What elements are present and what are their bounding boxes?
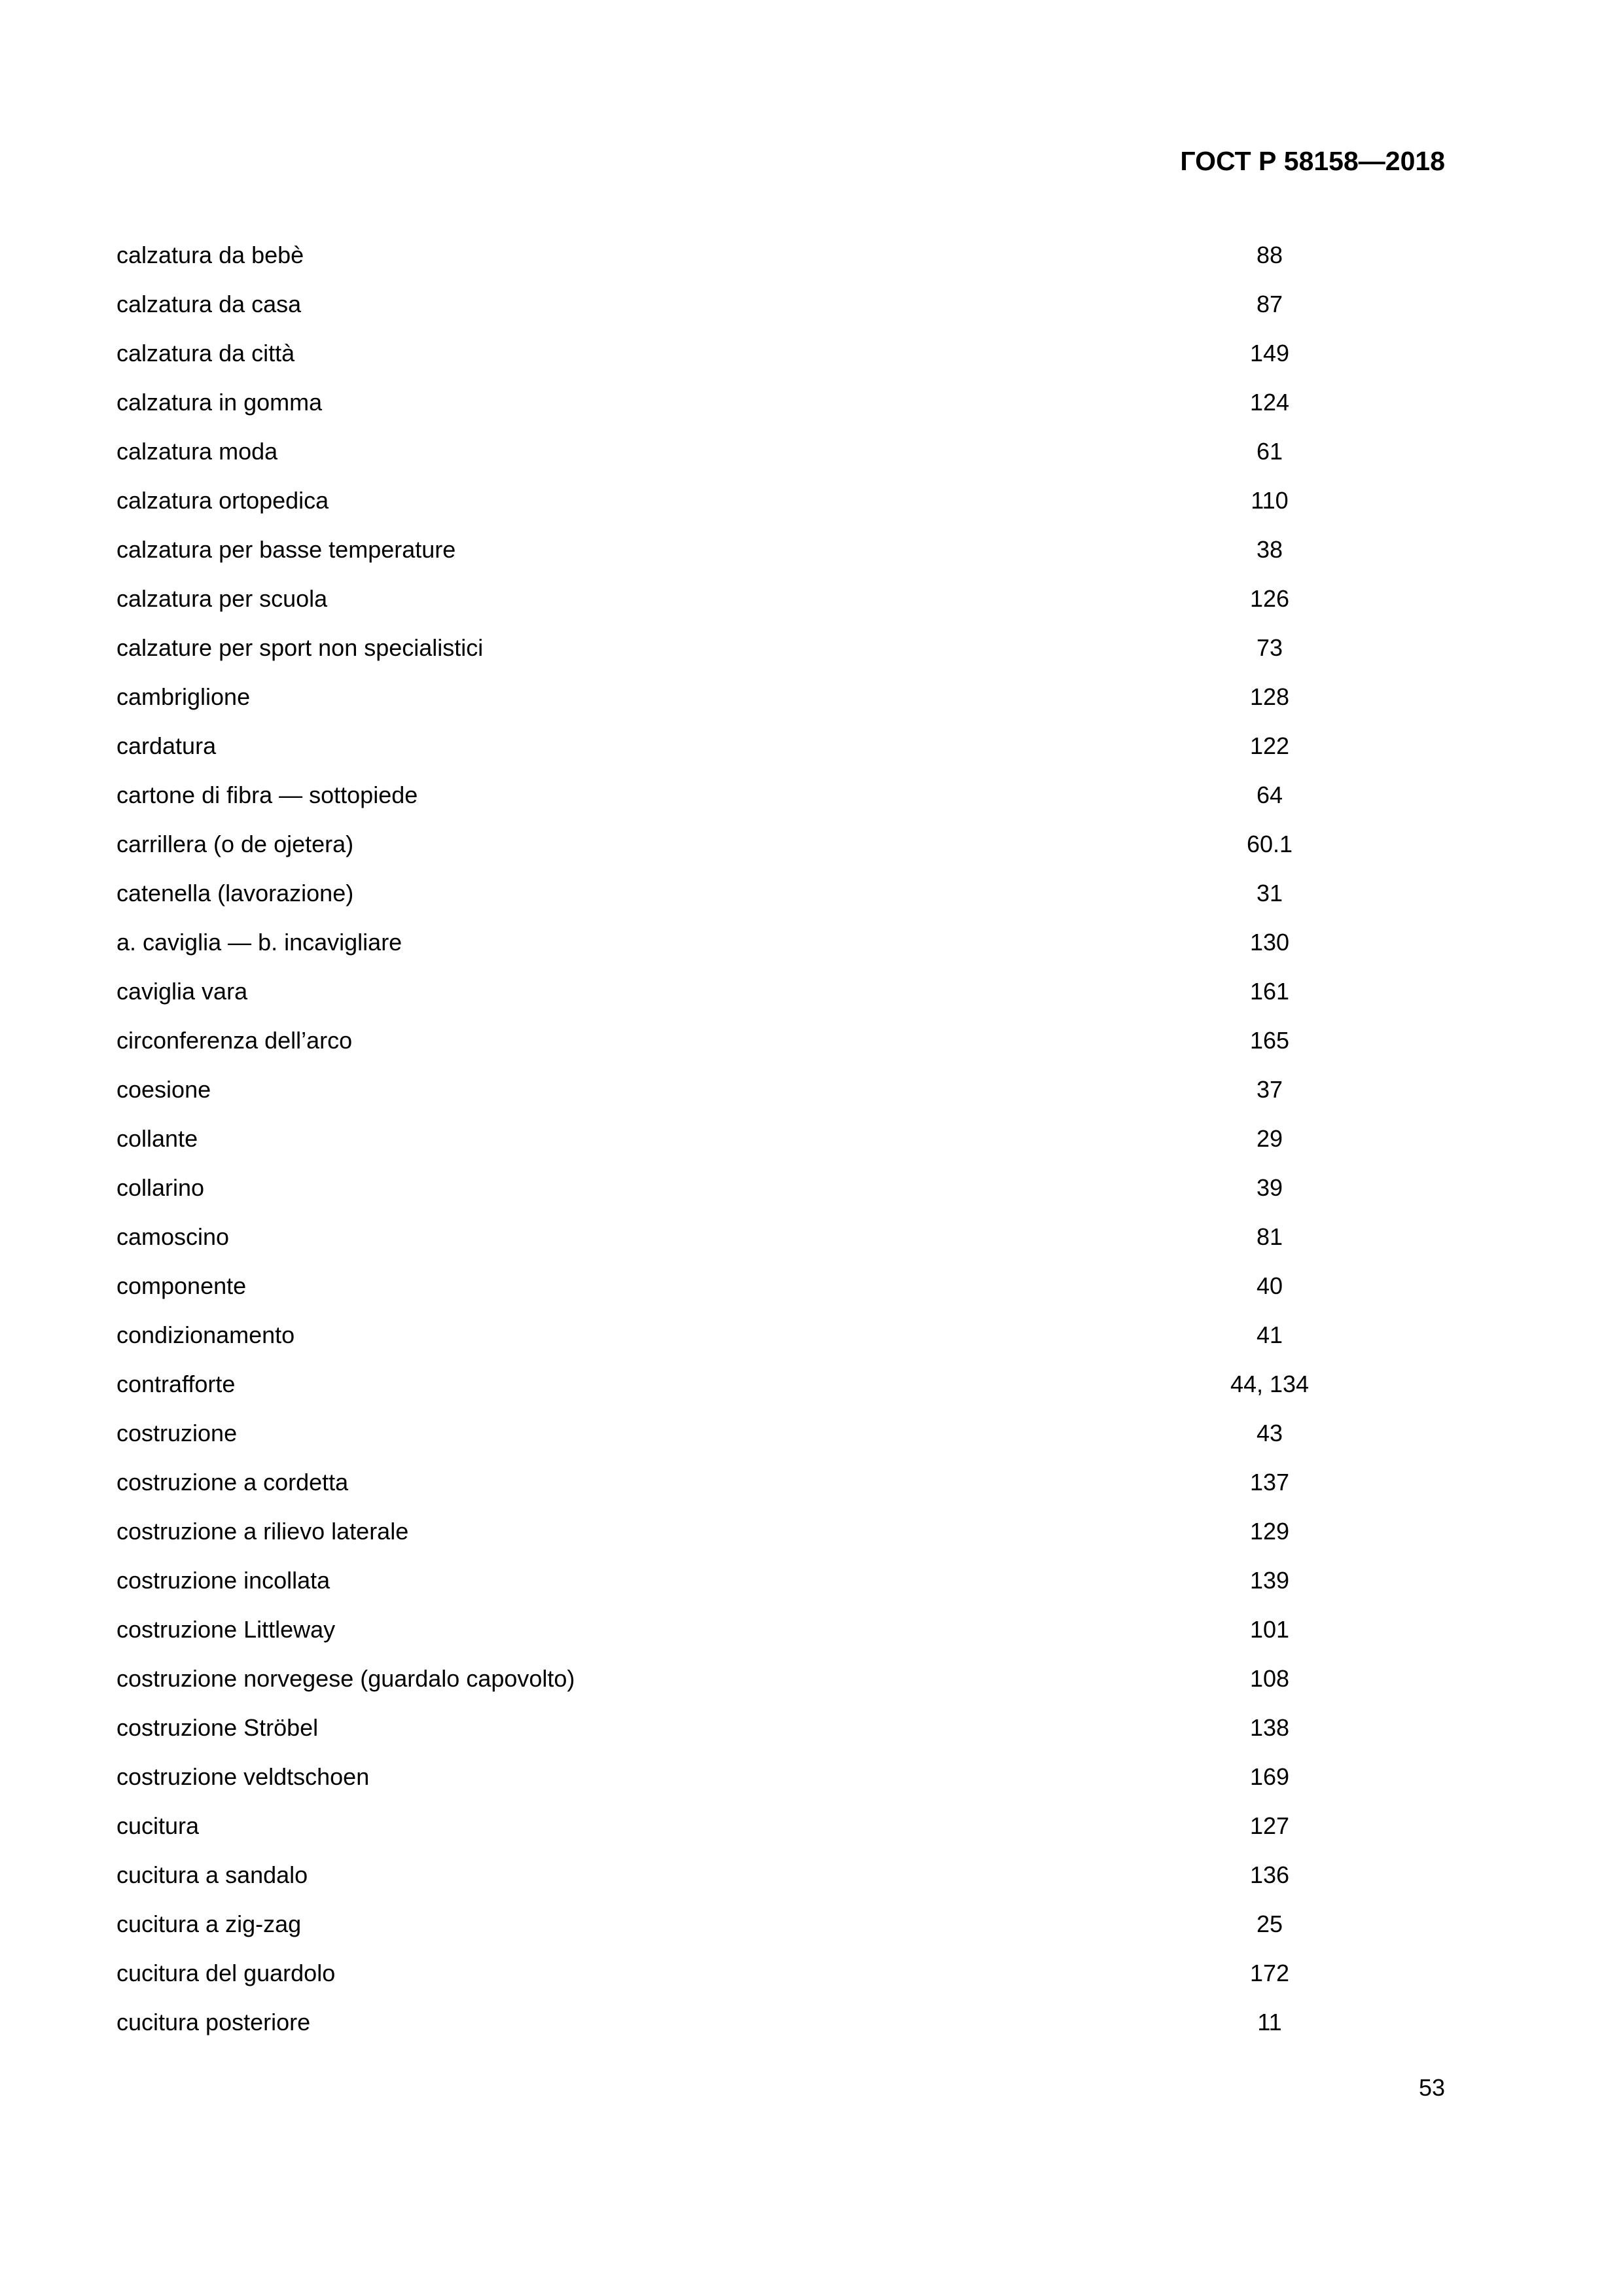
- index-term: cambriglione: [116, 683, 251, 710]
- index-term: cucitura: [116, 1812, 200, 1839]
- index-term: calzatura ortopedica: [116, 487, 329, 514]
- index-row: [116, 1507, 1400, 1556]
- index-row: [116, 819, 1400, 869]
- index-reference-number: 11: [1257, 2009, 1282, 2036]
- index-term: catenella (lavorazione): [116, 880, 354, 906]
- index-term: componente: [116, 1272, 247, 1299]
- index-term: calzatura in gomma: [116, 389, 323, 416]
- index-row: [116, 329, 1400, 378]
- index-term: calzatura da bebè: [116, 242, 304, 268]
- index-term: costruzione Littleway: [116, 1616, 336, 1643]
- index-row: [116, 1654, 1400, 1703]
- index-term: camoscino: [116, 1223, 230, 1250]
- page-number: 53: [1418, 2074, 1445, 2101]
- index-term: collante: [116, 1125, 198, 1152]
- index-term: cucitura posteriore: [116, 2009, 311, 2036]
- index-term: calzatura moda: [116, 438, 278, 465]
- index-row: [116, 1114, 1400, 1163]
- index-row: [116, 1899, 1400, 1948]
- index-reference-number: 126: [1249, 585, 1290, 612]
- index-reference-number: 172: [1249, 1960, 1290, 1986]
- index-reference-number: 64: [1256, 781, 1283, 808]
- index-row: [116, 1065, 1400, 1114]
- index-row: [116, 770, 1400, 819]
- index-row: [116, 918, 1400, 967]
- document-standard-id: ГОСТ Р 58158—2018: [1180, 146, 1445, 176]
- index-reference-number: 110: [1251, 487, 1289, 514]
- index-reference-number: 81: [1256, 1223, 1283, 1250]
- index-term: calzatura per scuola: [116, 585, 328, 612]
- index-reference-number: 73: [1256, 634, 1283, 661]
- index-term: coesione: [116, 1076, 211, 1103]
- index-reference-number: 61: [1256, 438, 1283, 465]
- index-row: [116, 1359, 1400, 1408]
- index-term: costruzione a rilievo laterale: [116, 1518, 409, 1545]
- index-reference-number: 31: [1256, 880, 1283, 906]
- index-term: caviglia vara: [116, 978, 248, 1005]
- index-reference-number: 25: [1256, 1910, 1283, 1937]
- index-reference-number: 127: [1249, 1812, 1290, 1839]
- index-term: costruzione veldtschoen: [116, 1763, 370, 1790]
- index-row: [116, 230, 1400, 279]
- index-reference-number: 138: [1249, 1714, 1290, 1741]
- index-term: calzatura da città: [116, 340, 295, 367]
- index-reference-number: 130: [1249, 929, 1290, 956]
- index-reference-number: 128: [1249, 683, 1290, 710]
- index-row: [116, 967, 1400, 1016]
- index-reference-number: 101: [1249, 1616, 1290, 1643]
- index-row: [116, 378, 1400, 427]
- index-row: [116, 1212, 1400, 1261]
- index-term: circonferenza dell’arco: [116, 1027, 353, 1054]
- index-reference-number: 139: [1249, 1567, 1290, 1594]
- index-row: [116, 869, 1400, 918]
- index-term: calzature per sport non specialistici: [116, 634, 484, 661]
- index-reference-number: 60.1: [1246, 831, 1293, 857]
- index-row: [116, 1163, 1400, 1212]
- index-term: cardatura: [116, 732, 217, 759]
- index-reference-number: 40: [1256, 1272, 1283, 1299]
- index-row: [116, 623, 1400, 672]
- index-term: costruzione: [116, 1420, 238, 1446]
- index-reference-number: 108: [1249, 1665, 1290, 1692]
- index-reference-number: 161: [1249, 978, 1290, 1005]
- index-reference-number: 129: [1249, 1518, 1290, 1545]
- index-row: [116, 1556, 1400, 1605]
- index-row: [116, 525, 1400, 574]
- index-row: [116, 279, 1400, 329]
- index-reference-number: 38: [1256, 536, 1283, 563]
- index-row: [116, 574, 1400, 623]
- index-row: [116, 1948, 1400, 1998]
- index-term: cucitura del guardolo: [116, 1960, 336, 1986]
- index-term: condizionamento: [116, 1321, 295, 1348]
- index-reference-number: 136: [1249, 1861, 1290, 1888]
- index-term: cucitura a sandalo: [116, 1861, 308, 1888]
- index-row: [116, 1801, 1400, 1850]
- index-term: costruzione incollata: [116, 1567, 330, 1594]
- index-term: calzatura per basse temperature: [116, 536, 456, 563]
- index-term: calzatura da casa: [116, 291, 302, 317]
- index-reference-number: 149: [1249, 340, 1290, 367]
- index-row: [116, 1016, 1400, 1065]
- index-row: [116, 1998, 1400, 2047]
- index-term: contrafforte: [116, 1371, 236, 1397]
- index-reference-number: 29: [1256, 1125, 1283, 1152]
- index-reference-number: 39: [1256, 1174, 1283, 1201]
- index-row: [116, 672, 1400, 721]
- index-row: [116, 476, 1400, 525]
- index-row: [116, 1850, 1400, 1899]
- index-term: cucitura a zig-zag: [116, 1910, 302, 1937]
- index-reference-number: 88: [1256, 242, 1283, 268]
- index-term: costruzione norvegese (guardalo capovolto): [116, 1665, 575, 1692]
- index-row: [116, 427, 1400, 476]
- index-row: [116, 1703, 1400, 1752]
- index-reference-number: 165: [1249, 1027, 1290, 1054]
- index-row: [116, 1408, 1400, 1458]
- index-row: [116, 1261, 1400, 1310]
- index-row: [116, 1310, 1400, 1359]
- index-reference-number: 37: [1256, 1076, 1283, 1103]
- index-reference-number: 41: [1256, 1321, 1283, 1348]
- index-reference-number: 169: [1249, 1763, 1290, 1790]
- index-reference-number: 137: [1249, 1469, 1290, 1496]
- index-term: costruzione a cordetta: [116, 1469, 349, 1496]
- index-row: [116, 721, 1400, 770]
- index-reference-number: 124: [1249, 389, 1290, 416]
- index-term: costruzione Ströbel: [116, 1714, 319, 1741]
- index-term: collarino: [116, 1174, 205, 1201]
- index-term: cartone di fibra — sottopiede: [116, 781, 418, 808]
- index-term: a. caviglia — b. incavigliare: [116, 929, 402, 956]
- index-row: [116, 1458, 1400, 1507]
- index-row: [116, 1605, 1400, 1654]
- index-reference-number: 87: [1256, 291, 1283, 317]
- index-reference-number: 44, 134: [1230, 1371, 1310, 1397]
- index-term: carrillera (o de ojetera): [116, 831, 354, 857]
- index-row: [116, 1752, 1400, 1801]
- term-index-list: [116, 230, 1400, 2047]
- index-reference-number: 122: [1249, 732, 1290, 759]
- index-reference-number: 43: [1256, 1420, 1283, 1446]
